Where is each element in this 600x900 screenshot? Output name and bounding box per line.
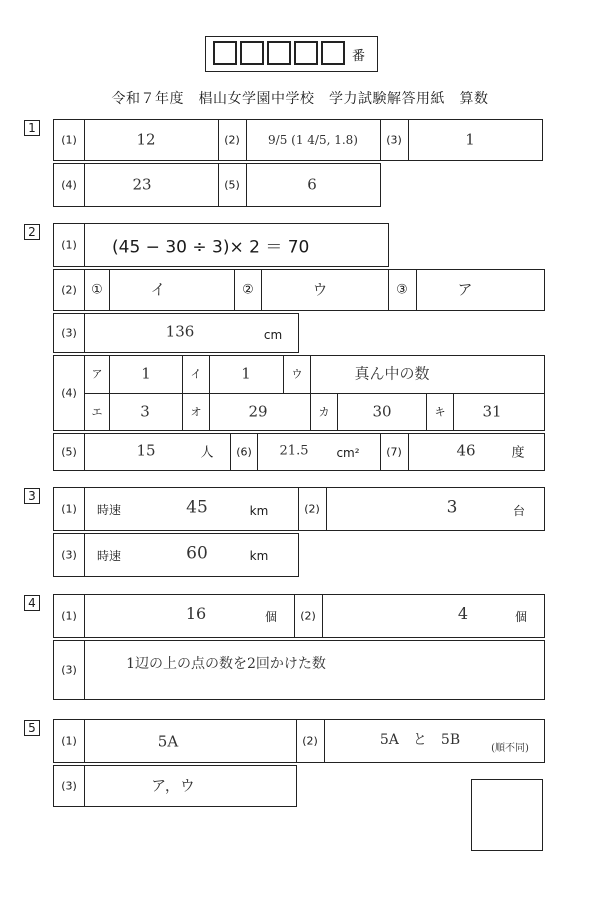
- s2-q3-label: (3): [61, 326, 77, 340]
- s4-q3-label: (3): [61, 663, 77, 677]
- s1-q5-label: (5): [224, 178, 240, 192]
- s5-q1-q2-row: [53, 719, 545, 763]
- s2-q6-unit: cm²: [336, 446, 360, 460]
- s2-q4-value-ki: 31: [482, 402, 502, 421]
- s2-q1-label: (1): [61, 238, 77, 252]
- s4-q3-answer: 1辺の上の点の数を2回かけた数: [126, 656, 326, 672]
- s1-q4-answer: 23: [132, 175, 152, 194]
- s3-q3-prefix: 時速: [96, 549, 122, 563]
- s2-q2-answer-1: イ: [150, 280, 166, 299]
- s5-q2-note: (順不同): [491, 743, 529, 754]
- id-digit-box-4[interactable]: [294, 41, 318, 65]
- s3-q2-unit: 台: [512, 504, 526, 518]
- s3-q3-label: (3): [61, 548, 77, 562]
- s2-q5-answer: 15: [136, 441, 156, 460]
- s1-q2-answer: 9/5 (1 4/5, 1.8): [268, 133, 358, 147]
- s3-q2-label: (2): [304, 502, 320, 516]
- s1-q3-label: (3): [386, 133, 402, 147]
- s2-q2-circle-3: ③: [396, 282, 408, 298]
- s1-q4-label: (4): [61, 178, 77, 192]
- s2-q3-unit: cm: [263, 328, 283, 342]
- s5-q2-label: (2): [302, 734, 318, 748]
- page-title: 令和７年度 椙山女学園中学校 学力試験解答用紙 算数: [111, 91, 489, 107]
- s2-q4-key-o: オ: [190, 405, 202, 419]
- s1-q3-answer: 1: [465, 130, 475, 149]
- s2-q4-key-i: イ: [190, 367, 202, 381]
- s5-q1-label: (1): [61, 734, 77, 748]
- id-digit-box-5[interactable]: [321, 41, 345, 65]
- section-3-number: 3: [24, 488, 40, 504]
- s2-q6-answer: 21.5: [279, 443, 309, 459]
- s3-q1-label: (1): [61, 502, 77, 516]
- section-1-row-2: [53, 163, 381, 207]
- s2-q4-value-ka: 30: [372, 402, 392, 421]
- s2-q4-value-o: 29: [248, 402, 268, 421]
- s4-q1-label: (1): [61, 609, 77, 623]
- section-5-number: 5: [24, 720, 40, 736]
- s2-q6-label: (6): [236, 445, 252, 459]
- id-digit-box-1[interactable]: [213, 41, 237, 65]
- s2-q5-unit: 人: [200, 445, 214, 461]
- s3-q1-unit: km: [249, 504, 269, 518]
- s4-q2-label: (2): [300, 609, 316, 623]
- s5-q3-label: (3): [61, 779, 77, 793]
- s2-q2-circle-1: ①: [91, 282, 103, 298]
- s2-q4-value-u: 真ん中の数: [354, 364, 430, 383]
- s3-q3-unit: km: [249, 549, 269, 563]
- s2-q2-circle-2: ②: [242, 282, 254, 298]
- s2-q4-key-u: ウ: [291, 367, 303, 381]
- s1-q5-answer: 6: [307, 175, 317, 194]
- s2-q4-key-e: エ: [91, 405, 103, 419]
- s2-q2-answer-2: ウ: [312, 280, 328, 299]
- s2-q7-label: (7): [386, 445, 402, 459]
- section-4-number: 4: [24, 595, 40, 611]
- s2-q7-unit: 度: [511, 445, 525, 461]
- s3-q1-prefix: 時速: [96, 503, 122, 517]
- s2-q4-value-i: 1: [241, 364, 251, 383]
- id-digit-box-2[interactable]: [240, 41, 264, 65]
- s2-q4-key-ki: キ: [434, 405, 446, 419]
- s2-q4-key-a: ア: [91, 367, 103, 381]
- s4-q1-q2-row: [53, 594, 545, 638]
- s3-q3-answer: 60: [186, 543, 208, 564]
- s1-q1-answer: 12: [136, 130, 156, 149]
- s2-q4-value-a: 1: [141, 364, 151, 383]
- section-2-number: 2: [24, 224, 40, 240]
- s2-q2-answer-3: ア: [457, 280, 473, 299]
- s2-q2-label: (2): [61, 283, 77, 297]
- id-digit-box-3[interactable]: [267, 41, 291, 65]
- s2-q3-answer: 136: [165, 322, 195, 341]
- s1-q2-label: (2): [224, 133, 240, 147]
- s2-q7-answer: 46: [456, 441, 476, 460]
- s4-q2-unit: 個: [514, 610, 528, 624]
- s5-q3-answer: ア，ウ: [151, 776, 195, 795]
- s4-q1-answer: 16: [185, 604, 207, 623]
- s4-q1-unit: 個: [264, 610, 278, 624]
- s4-q2-answer: 4: [457, 604, 469, 623]
- id-suffix: 番: [352, 49, 366, 64]
- s3-q1-answer: 45: [186, 497, 208, 518]
- s3-q1-q2-row: [53, 487, 545, 531]
- s5-q1-answer: 5A: [157, 732, 179, 751]
- s1-q1-label: (1): [61, 133, 77, 147]
- s3-q2-answer: 3: [446, 497, 458, 518]
- s2-q4-key-ka: カ: [318, 405, 330, 419]
- s5-q2-answer: 5A と 5B: [379, 732, 461, 748]
- s2-q1-formula: (45 − 30 ÷ 3)× 2 ＝ 70: [112, 237, 310, 258]
- score-box[interactable]: [471, 779, 543, 851]
- s2-q5-label: (5): [61, 445, 77, 459]
- s2-q4-label: (4): [61, 386, 77, 400]
- section-1-number: 1: [24, 120, 40, 136]
- s2-q4-value-e: 3: [140, 402, 150, 421]
